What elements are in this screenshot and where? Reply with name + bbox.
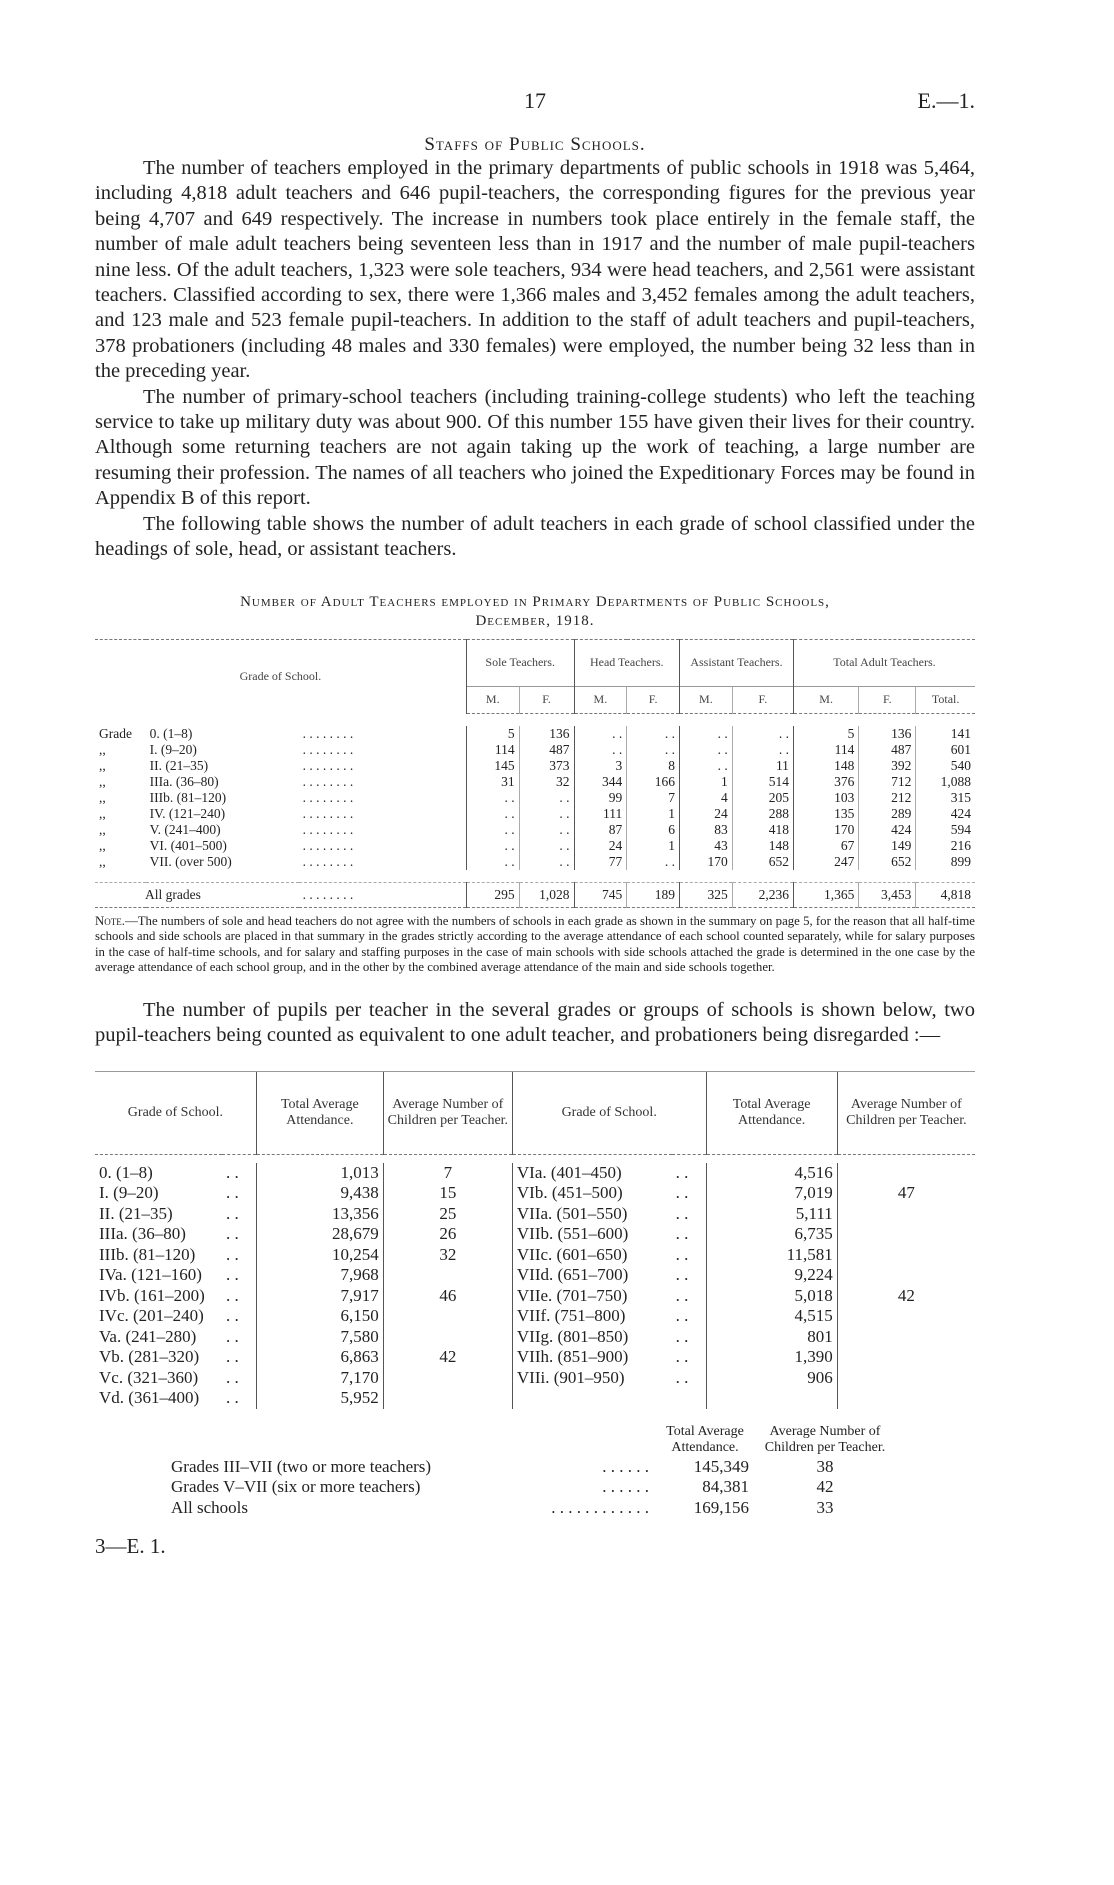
grade-label: VIIb. (551–600) bbox=[512, 1224, 671, 1245]
avg-cell: 25 bbox=[383, 1204, 512, 1225]
leader-dots: . . bbox=[225, 1326, 239, 1346]
leader-dots: . . . . . . . . bbox=[302, 725, 354, 741]
table-cell: 487 bbox=[859, 742, 916, 758]
table-row bbox=[95, 806, 975, 822]
attendance-cell: 6,735 bbox=[706, 1224, 837, 1245]
table-cell: . . bbox=[574, 726, 627, 742]
table-row bbox=[95, 1245, 975, 1266]
avg-cell bbox=[837, 1388, 975, 1409]
grade-label: Vc. (321–360) bbox=[99, 1367, 199, 1387]
leader-dots: . . . . . . . . bbox=[302, 757, 354, 773]
avg-cell bbox=[837, 1368, 975, 1389]
document-page bbox=[95, 0, 975, 1559]
attendance-header-right: Total Average Attendance. bbox=[706, 1071, 837, 1154]
col-f: F. bbox=[732, 686, 793, 713]
leader-dots: . . . . . . . . bbox=[302, 805, 354, 821]
grade-label: Va. (241–280) bbox=[99, 1326, 197, 1346]
table-cell: . . bbox=[466, 854, 519, 870]
leader-dots: . . . . . . . . bbox=[302, 741, 354, 757]
total-label: All grades bbox=[95, 882, 299, 907]
table-cell: 1 bbox=[627, 838, 680, 854]
table-row bbox=[95, 1224, 975, 1245]
avg-cell bbox=[837, 1163, 975, 1184]
col-m: M. bbox=[574, 686, 627, 713]
grade-label: IIIa. (36–80) bbox=[99, 1224, 186, 1244]
leader-dots: . . bbox=[225, 1347, 239, 1367]
table-row bbox=[95, 1347, 975, 1368]
leader-dots: . . bbox=[675, 1203, 689, 1223]
table-cell: 424 bbox=[916, 806, 975, 822]
leader-dots: . . bbox=[675, 1367, 689, 1387]
total-cell: 189 bbox=[627, 882, 680, 907]
table-row bbox=[95, 1163, 975, 1184]
attendance-cell: 1,390 bbox=[706, 1347, 837, 1368]
attendance-cell: 4,516 bbox=[706, 1163, 837, 1184]
avg-cell: 15 bbox=[383, 1183, 512, 1204]
table-row bbox=[95, 1183, 975, 1204]
grade-label: I. (9–20) bbox=[99, 1183, 159, 1203]
grade-header-right: Grade of School. bbox=[512, 1071, 706, 1154]
table1-title-line2: December, 1918. bbox=[475, 612, 595, 629]
page-header bbox=[95, 0, 975, 120]
attendance-cell: 169,156 bbox=[693, 1497, 749, 1517]
grade-label: IIIb. (81–120) bbox=[99, 1244, 196, 1264]
avg-cell bbox=[837, 1347, 975, 1368]
leader-dots: . . bbox=[675, 1306, 689, 1326]
avg-cell: 32 bbox=[383, 1245, 512, 1266]
grade-label: IV. (121–240) bbox=[149, 805, 226, 821]
table-cell: . . bbox=[519, 838, 574, 854]
table-cell: 67 bbox=[793, 838, 858, 854]
table-row bbox=[95, 1306, 975, 1327]
leader-dots: . . bbox=[675, 1244, 689, 1264]
avg-cell bbox=[383, 1388, 512, 1409]
grade-label: VIa. (401–450) bbox=[512, 1163, 671, 1184]
avg-cell bbox=[383, 1306, 512, 1327]
leader-dots: . . bbox=[225, 1244, 239, 1264]
attendance-cell: 6,863 bbox=[256, 1347, 383, 1368]
leader-dots: . . bbox=[225, 1162, 239, 1182]
pupils-per-teacher-body bbox=[95, 1154, 975, 1409]
table-cell: 4 bbox=[680, 790, 733, 806]
attendance-cell: 11,581 bbox=[706, 1245, 837, 1266]
grade-label bbox=[512, 1388, 671, 1409]
attendance-cell: 4,515 bbox=[706, 1306, 837, 1327]
table-row bbox=[95, 1388, 975, 1409]
table-row bbox=[165, 1457, 895, 1478]
attendance-cell: 6,150 bbox=[256, 1306, 383, 1327]
summary-avg-header: Average Number of Children per Teacher. bbox=[764, 1423, 886, 1455]
leader-dots: . . bbox=[675, 1285, 689, 1305]
attendance-cell: 7,019 bbox=[706, 1183, 837, 1204]
table-cell: 288 bbox=[732, 806, 793, 822]
table-cell: 5 bbox=[793, 726, 858, 742]
table-row bbox=[95, 838, 975, 854]
avg-cell bbox=[383, 1265, 512, 1286]
table-cell: 135 bbox=[793, 806, 858, 822]
table-cell: . . bbox=[732, 742, 793, 758]
avg-header-left: Average Number of Children per Teacher. bbox=[383, 1071, 512, 1154]
table-cell: 77 bbox=[574, 854, 627, 870]
leader-dots: . . . . . . . . bbox=[302, 853, 354, 869]
table-cell: 594 bbox=[916, 822, 975, 838]
table-cell: 103 bbox=[793, 790, 858, 806]
attendance-cell: 7,917 bbox=[256, 1286, 383, 1307]
table-cell: 247 bbox=[793, 854, 858, 870]
table-cell: 652 bbox=[859, 854, 916, 870]
leader-dots: . . bbox=[675, 1265, 689, 1285]
table-cell: 31 bbox=[466, 774, 519, 790]
avg-cell bbox=[837, 1204, 975, 1225]
table-cell: 1 bbox=[680, 774, 733, 790]
table-cell: . . bbox=[627, 726, 680, 742]
leader-dots: . . . . . . . . bbox=[302, 773, 354, 789]
grade-prefix: ,, bbox=[99, 837, 106, 853]
table-row bbox=[95, 1368, 975, 1389]
table-cell: 315 bbox=[916, 790, 975, 806]
grade-prefix: ,, bbox=[99, 773, 106, 789]
avg-cell bbox=[837, 1327, 975, 1348]
sole-teachers-header: Sole Teachers. bbox=[466, 639, 574, 686]
leader-dots: . . bbox=[225, 1265, 239, 1285]
leader-dots: . . . . . . . . bbox=[302, 837, 354, 853]
summary-table bbox=[165, 1423, 895, 1519]
summary-body bbox=[165, 1457, 895, 1519]
head-teachers-header: Head Teachers. bbox=[574, 639, 680, 686]
avg-cell: 47 bbox=[837, 1183, 975, 1204]
grade-prefix: ,, bbox=[99, 757, 106, 773]
leader-dots: . . bbox=[225, 1306, 239, 1326]
table-cell: 87 bbox=[574, 822, 627, 838]
table-cell: 5 bbox=[466, 726, 519, 742]
grade-label: IVb. (161–200) bbox=[99, 1285, 205, 1305]
attendance-cell: 5,952 bbox=[256, 1388, 383, 1409]
avg-cell: 33 bbox=[816, 1497, 834, 1517]
grade-label: 0. (1–8) bbox=[99, 1162, 153, 1182]
table-cell: 111 bbox=[574, 806, 627, 822]
table-cell: 487 bbox=[519, 742, 574, 758]
paragraph-2: The number of primary-school teachers (including training-college students) who left the teaching service to take up military duty was about 900. Of this number 155 have given their lives for their country. Although some returning teachers are not again taking up the work of teaching, a large number are resuming their profession. The names of all teachers who joined the Expeditionary Forces may be found in Appendix B of this report. bbox=[95, 385, 975, 510]
table-cell: 540 bbox=[916, 758, 975, 774]
table-cell: 148 bbox=[793, 758, 858, 774]
table-cell: . . bbox=[466, 822, 519, 838]
attendance-cell: 7,170 bbox=[256, 1368, 383, 1389]
grade-label: VIIi. (901–950) bbox=[512, 1368, 671, 1389]
attendance-cell: 906 bbox=[706, 1368, 837, 1389]
leader-dots: . . bbox=[225, 1367, 239, 1387]
col-f: F. bbox=[859, 686, 916, 713]
table1-title-line1: Number of Adult Teachers employed in Primary Departments of Public Schools, bbox=[240, 593, 830, 610]
table-cell: 166 bbox=[627, 774, 680, 790]
table-cell: 32 bbox=[519, 774, 574, 790]
leader-dots: . . . . . . . . bbox=[302, 789, 354, 805]
table-cell: . . bbox=[627, 854, 680, 870]
table-cell: 652 bbox=[732, 854, 793, 870]
table-cell: 24 bbox=[680, 806, 733, 822]
grade-prefix: ,, bbox=[99, 853, 106, 869]
summary-label: Grades V–VII (six or more teachers) bbox=[171, 1477, 421, 1497]
avg-cell bbox=[837, 1245, 975, 1266]
grade-label: VIIc. (601–650) bbox=[512, 1245, 671, 1266]
adult-teachers-body bbox=[95, 713, 975, 907]
table-row bbox=[95, 854, 975, 870]
table-cell: 7 bbox=[627, 790, 680, 806]
avg-cell: 42 bbox=[816, 1477, 834, 1497]
attendance-cell: 7,580 bbox=[256, 1327, 383, 1348]
summary-attendance-header: Total Average Attendance. bbox=[666, 1423, 744, 1455]
table-row bbox=[95, 726, 975, 742]
total-cell: 3,453 bbox=[859, 882, 916, 907]
leader-dots: . . . . . . . . bbox=[299, 882, 467, 907]
table-cell: . . bbox=[627, 742, 680, 758]
table-row bbox=[95, 1204, 975, 1225]
grade-label: IVc. (201–240) bbox=[99, 1306, 204, 1326]
leader-dots: . . bbox=[225, 1183, 239, 1203]
total-cell: 2,236 bbox=[732, 882, 793, 907]
table-cell: 899 bbox=[916, 854, 975, 870]
attendance-cell: 9,438 bbox=[256, 1183, 383, 1204]
table-row bbox=[95, 758, 975, 774]
table-cell: 83 bbox=[680, 822, 733, 838]
table-cell: 24 bbox=[574, 838, 627, 854]
attendance-cell bbox=[706, 1388, 837, 1409]
table-cell: . . bbox=[519, 854, 574, 870]
leader-dots: . . bbox=[225, 1285, 239, 1305]
table-cell: 136 bbox=[519, 726, 574, 742]
table-cell: 11 bbox=[732, 758, 793, 774]
grade-label: VIIh. (851–900) bbox=[512, 1347, 671, 1368]
grade-header-left: Grade of School. bbox=[95, 1071, 256, 1154]
grade-label: VIIe. (701–750) bbox=[512, 1286, 671, 1307]
grade-label: II. (21–35) bbox=[149, 757, 209, 773]
grade-label: VIId. (651–700) bbox=[512, 1265, 671, 1286]
page-footer-signature: 3—E. 1. bbox=[95, 1534, 166, 1559]
table-cell: 712 bbox=[859, 774, 916, 790]
paragraph-1: The number of teachers employed in the primary departments of public schools in 1918 was 5,464, including 4,818 adult teachers and 646 pupil-teachers, the corresponding figures for the previous year being 4,707 and 649 respectively. The increase in numbers took place entirely in the female staff, the number of male adult teachers being seventeen less than in 1917 and the number of male pupil-teachers nine less. Of the adult teachers, 1,323 were sole teachers, 934 were head teachers, and 2,561 were assistant teachers. Classified according to sex, there were 1,366 males and 3,452 females among the adult teachers, and 123 male and 523 female pupil-teachers. In addition to the staff of adult teachers and pupil-teachers, 378 probationers (including 48 males and 330 females) were employed, the number being 32 less than in the preceding year. bbox=[95, 157, 975, 383]
summary-label: Grades III–VII (two or more teachers) bbox=[171, 1456, 432, 1476]
leader-dots: . . bbox=[225, 1224, 239, 1244]
table-cell: 6 bbox=[627, 822, 680, 838]
leader-dots: . . bbox=[225, 1388, 239, 1408]
table-cell: . . bbox=[466, 838, 519, 854]
table-cell: 418 bbox=[732, 822, 793, 838]
col-f: F. bbox=[519, 686, 574, 713]
col-total: Total. bbox=[916, 686, 975, 713]
grade-label: II. (21–35) bbox=[99, 1203, 173, 1223]
total-cell: 1,365 bbox=[793, 882, 858, 907]
note-label: Note. bbox=[95, 913, 125, 928]
total-cell: 745 bbox=[574, 882, 627, 907]
table-cell: 170 bbox=[680, 854, 733, 870]
attendance-cell: 801 bbox=[706, 1327, 837, 1348]
table-row bbox=[165, 1477, 895, 1498]
table-cell: 149 bbox=[859, 838, 916, 854]
table-cell: . . bbox=[466, 790, 519, 806]
table-cell: 99 bbox=[574, 790, 627, 806]
table-cell: 216 bbox=[916, 838, 975, 854]
grade-label: IVa. (121–160) bbox=[99, 1265, 202, 1285]
table-cell: 514 bbox=[732, 774, 793, 790]
attendance-cell: 5,018 bbox=[706, 1286, 837, 1307]
table-row bbox=[95, 790, 975, 806]
table-cell: 114 bbox=[466, 742, 519, 758]
total-row bbox=[95, 882, 975, 907]
attendance-cell: 5,111 bbox=[706, 1204, 837, 1225]
table-row bbox=[95, 822, 975, 838]
leader-dots: . . bbox=[675, 1224, 689, 1244]
attendance-cell: 84,381 bbox=[702, 1477, 749, 1497]
table-cell: 424 bbox=[859, 822, 916, 838]
grade-label: V. (241–400) bbox=[149, 821, 221, 837]
col-m: M. bbox=[793, 686, 858, 713]
leader-dots: . . bbox=[675, 1183, 689, 1203]
table-cell: . . bbox=[680, 742, 733, 758]
table-row bbox=[95, 1327, 975, 1348]
grade-label: IIIb. (81–120) bbox=[149, 789, 227, 805]
table-cell: 601 bbox=[916, 742, 975, 758]
avg-cell: 7 bbox=[383, 1163, 512, 1184]
table-cell: 170 bbox=[793, 822, 858, 838]
attendance-header-left: Total Average Attendance. bbox=[256, 1071, 383, 1154]
attendance-cell: 145,349 bbox=[693, 1456, 749, 1476]
table-cell: 141 bbox=[916, 726, 975, 742]
adult-teachers-table bbox=[95, 639, 975, 908]
avg-cell: 46 bbox=[383, 1286, 512, 1307]
leader-dots: . . bbox=[225, 1203, 239, 1223]
leader-dots: . . . . . . bbox=[602, 1456, 649, 1476]
avg-cell bbox=[383, 1327, 512, 1348]
total-adult-teachers-header: Total Adult Teachers. bbox=[793, 639, 975, 686]
summary-label: All schools bbox=[171, 1497, 248, 1517]
leader-dots bbox=[672, 1388, 706, 1409]
leader-dots: . . bbox=[675, 1347, 689, 1367]
table-cell: 8 bbox=[627, 758, 680, 774]
avg-cell bbox=[837, 1265, 975, 1286]
document-reference: E.—1. bbox=[917, 88, 975, 113]
leader-dots: . . . . . . bbox=[602, 1477, 649, 1497]
avg-cell bbox=[383, 1368, 512, 1389]
table-cell: 289 bbox=[859, 806, 916, 822]
grade-prefix: Grade bbox=[99, 725, 132, 741]
table-cell: . . bbox=[519, 806, 574, 822]
grade-label: VII. (over 500) bbox=[149, 853, 232, 869]
table-cell: . . bbox=[574, 742, 627, 758]
leader-dots: . . . . . . . . bbox=[302, 821, 354, 837]
table-cell: 1 bbox=[627, 806, 680, 822]
table-cell: . . bbox=[466, 806, 519, 822]
page-number: 17 bbox=[524, 88, 546, 113]
attendance-cell: 7,968 bbox=[256, 1265, 383, 1286]
table-row bbox=[95, 774, 975, 790]
table-cell: 114 bbox=[793, 742, 858, 758]
grade-label: I. (9–20) bbox=[149, 741, 197, 757]
attendance-cell: 13,356 bbox=[256, 1204, 383, 1225]
table-note bbox=[95, 914, 975, 976]
col-m: M. bbox=[680, 686, 733, 713]
table-cell: 344 bbox=[574, 774, 627, 790]
avg-cell bbox=[837, 1306, 975, 1327]
table-cell: 392 bbox=[859, 758, 916, 774]
grade-label: VIb. (451–500) bbox=[512, 1183, 671, 1204]
attendance-cell: 10,254 bbox=[256, 1245, 383, 1266]
table-cell: 3 bbox=[574, 758, 627, 774]
pupils-per-teacher-table bbox=[95, 1071, 975, 1409]
grade-label: Vd. (361–400) bbox=[99, 1388, 200, 1408]
leader-dots: . . bbox=[675, 1326, 689, 1346]
table-cell: . . bbox=[519, 790, 574, 806]
table-cell: 1,088 bbox=[916, 774, 975, 790]
avg-cell: 42 bbox=[383, 1347, 512, 1368]
grade-label: VIIa. (501–550) bbox=[512, 1204, 671, 1225]
grade-label: VI. (401–500) bbox=[149, 837, 227, 853]
attendance-cell: 28,679 bbox=[256, 1224, 383, 1245]
attendance-cell: 1,013 bbox=[256, 1163, 383, 1184]
table-cell: 43 bbox=[680, 838, 733, 854]
attendance-cell: 9,224 bbox=[706, 1265, 837, 1286]
total-cell: 295 bbox=[466, 882, 519, 907]
grade-label: IIIa. (36–80) bbox=[149, 773, 219, 789]
table-cell: . . bbox=[519, 822, 574, 838]
grade-label: Vb. (281–320) bbox=[99, 1347, 200, 1367]
grade-prefix: ,, bbox=[99, 821, 106, 837]
table-row bbox=[165, 1498, 895, 1519]
note-text: —The numbers of sole and head teachers do not agree with the numbers of schools in each grade as shown in the summary on page 5, for the reason that all half-time schools and side schools are placed in that summary in the grades strictly according to the average attendance of each school counted separately, while for salary purposes in the case of half-time schools, and for salary and staffing purposes in the case of main schools with side schools attached the grade is determined in the one case by the average attendance of each school group, and in the other by the combined average attendance of the main and side schools together. bbox=[95, 913, 975, 975]
grade-label: VIIf. (751–800) bbox=[512, 1306, 671, 1327]
leader-dots: . . bbox=[675, 1162, 689, 1182]
table-cell: 376 bbox=[793, 774, 858, 790]
col-f: F. bbox=[627, 686, 680, 713]
grade-prefix: ,, bbox=[99, 805, 106, 821]
avg-header-right: Average Number of Children per Teacher. bbox=[837, 1071, 975, 1154]
avg-cell: 26 bbox=[383, 1224, 512, 1245]
total-cell: 4,818 bbox=[916, 882, 975, 907]
avg-cell: 42 bbox=[837, 1286, 975, 1307]
table-row bbox=[95, 1286, 975, 1307]
table-row bbox=[95, 1265, 975, 1286]
grade-label: 0. (1–8) bbox=[149, 725, 193, 741]
table-cell: 373 bbox=[519, 758, 574, 774]
grade-label: VIIg. (801–850) bbox=[512, 1327, 671, 1348]
paragraph-4: The number of pupils per teacher in the several grades or groups of schools is shown below, two pupil-teachers being counted as equivalent to one adult teacher, and probationers being disregarded :— bbox=[95, 998, 975, 1047]
assistant-teachers-header: Assistant Teachers. bbox=[680, 639, 794, 686]
grade-prefix: ,, bbox=[99, 741, 106, 757]
avg-cell: 38 bbox=[816, 1456, 834, 1476]
table-cell: 205 bbox=[732, 790, 793, 806]
paragraph-3: The following table shows the number of adult teachers in each grade of school classified under the headings of sole, head, or assistant teachers. bbox=[95, 512, 975, 561]
leader-dots: . . . . . . . . . . . . bbox=[551, 1497, 649, 1517]
table-cell: 145 bbox=[466, 758, 519, 774]
table-row bbox=[95, 742, 975, 758]
col-m: M. bbox=[466, 686, 519, 713]
total-cell: 1,028 bbox=[519, 882, 574, 907]
avg-cell bbox=[837, 1224, 975, 1245]
table-cell: . . bbox=[680, 758, 733, 774]
grade-of-school-header: Grade of School. bbox=[95, 639, 466, 713]
table-cell: 212 bbox=[859, 790, 916, 806]
table1-title bbox=[95, 593, 975, 631]
table-cell: 148 bbox=[732, 838, 793, 854]
total-cell: 325 bbox=[680, 882, 733, 907]
table-cell: . . bbox=[680, 726, 733, 742]
table-cell: 136 bbox=[859, 726, 916, 742]
grade-prefix: ,, bbox=[99, 789, 106, 805]
table-cell: . . bbox=[732, 726, 793, 742]
section-title: Staffs of Public Schools. bbox=[424, 134, 646, 155]
